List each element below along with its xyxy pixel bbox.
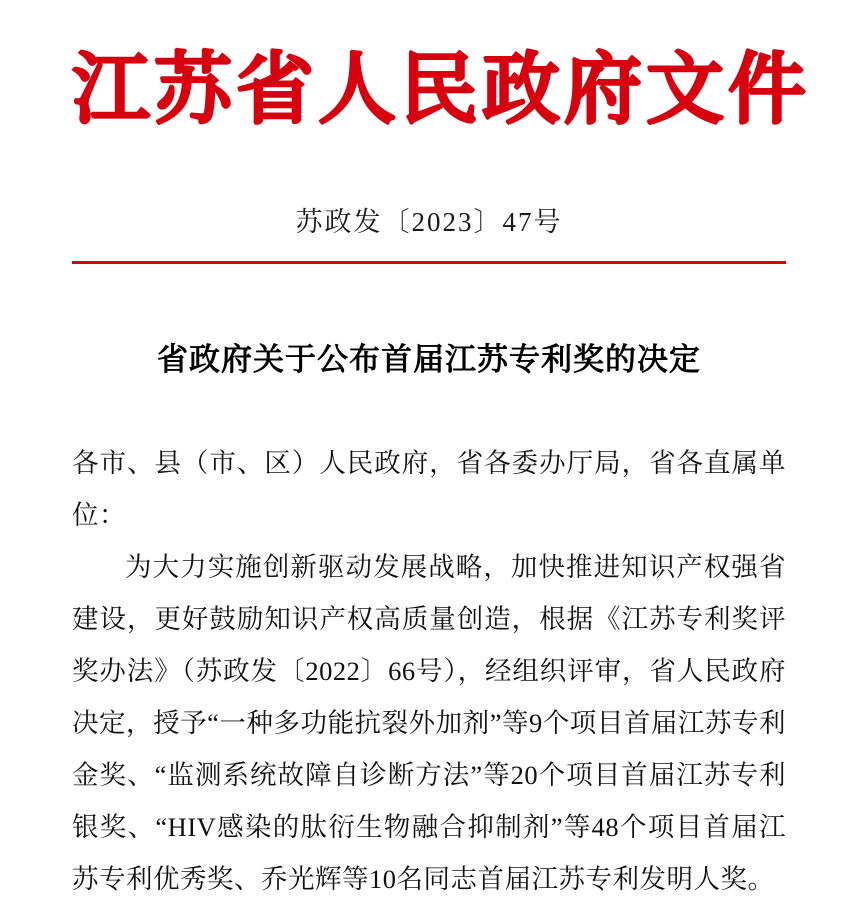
red-divider-rule xyxy=(72,261,786,264)
masthead xyxy=(72,0,811,136)
body-paragraph-1: 为大力实施创新驱动发展战略，加快推进知识产权强省建设，更好鼓励知识产权高质量创造，根据《江苏专利奖评奖办法》（苏政发〔2022〕66号），经组织评审，省人民政府决定，授予“一种多功能抗裂外加剂”等9个项目首届江苏专利金奖、“监测系统故障自诊断方法”等20个项目首届江苏专利银奖、“HIV感染的肽衍生物融合抑制剂”等48个项目首届江苏专利优秀奖、乔光辉等10名同志首届江苏专利发明人奖。 xyxy=(72,552,786,895)
masthead-title: 江苏省人民政府文件 xyxy=(72,44,811,135)
document-headline: 省政府关于公布首届江苏专利奖的决定 xyxy=(157,342,701,379)
document-number: 苏政发〔2023〕47号 xyxy=(295,207,563,238)
document-body xyxy=(72,437,786,905)
salutation-line: 各市、县（市、区）人民政府，省各委办厅局，省各直属单位： xyxy=(72,448,786,531)
